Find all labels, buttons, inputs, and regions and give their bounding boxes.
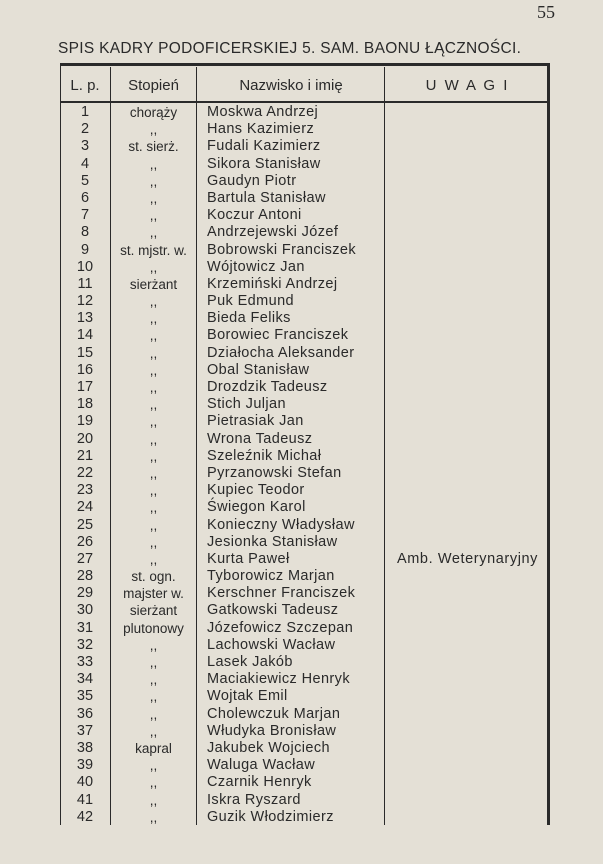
table-row [60, 637, 550, 654]
row-rank: ,, [149, 431, 158, 447]
table-row [60, 156, 550, 173]
row-lp: 30 [76, 602, 94, 619]
row-rank: ,, [149, 792, 158, 808]
row-lp: 33 [76, 654, 94, 670]
table-row [60, 792, 550, 809]
table-row [60, 190, 550, 207]
row-lp: 39 [76, 757, 94, 774]
row-name: Lasek Jakób [207, 654, 293, 670]
row-rank: ,, [149, 483, 158, 499]
row-name: Pyrzanowski Stefan [207, 464, 342, 481]
row-lp: 19 [76, 413, 94, 430]
row-lp: 18 [76, 396, 94, 413]
row-rank: ,, [149, 551, 158, 567]
row-rank: ,, [149, 414, 158, 430]
row-name: Andrzejewski Józef [207, 224, 339, 241]
table-row [60, 499, 550, 516]
row-name: Cholewczuk Marjan [207, 705, 341, 722]
row-lp: 7 [80, 207, 90, 224]
table-row [60, 585, 550, 602]
row-name: Czarnik Henryk [207, 774, 312, 791]
table-row [60, 517, 550, 534]
row-name: Iskra Ryszard [207, 791, 301, 808]
row-rank: ,, [149, 500, 158, 516]
row-name: Tyborowicz Marjan [207, 568, 335, 585]
row-lp: 20 [76, 430, 94, 447]
row-notes: Amb. Weterynaryjny [396, 550, 539, 567]
table-row [60, 173, 550, 190]
row-name: Jesionka Stanisław [207, 533, 338, 550]
table-row [60, 310, 550, 327]
row-lp: 26 [76, 533, 94, 550]
row-lp: 23 [76, 482, 94, 499]
row-lp: 28 [76, 568, 94, 585]
row-name: Fudali Kazimierz [207, 138, 321, 155]
table-row [60, 774, 550, 791]
row-rank: ,, [149, 517, 158, 533]
row-name: Guzik Włodzimierz [207, 808, 334, 825]
row-rank: ,, [149, 345, 158, 361]
row-rank: st. mjstr. w. [120, 242, 187, 258]
row-rank: ,, [149, 225, 158, 241]
row-lp: 24 [76, 499, 94, 516]
row-name: Wójtowicz Jan [207, 258, 305, 275]
row-name: Lachowski Wacław [207, 636, 336, 653]
row-rank: ,, [149, 672, 158, 688]
table-row [60, 379, 550, 396]
table-body [60, 104, 550, 826]
row-name: Pietrasiak Jan [207, 413, 304, 430]
row-rank: ,, [149, 465, 158, 481]
row-rank: st. ogn. [131, 569, 176, 585]
table-header [60, 67, 550, 103]
table-row [60, 602, 550, 619]
row-lp: 37 [76, 722, 94, 739]
table-row [60, 207, 550, 224]
table-row [60, 276, 550, 293]
row-lp: 36 [76, 705, 94, 722]
document-title: SPIS KADRY PODOFICERSKIEJ 5. SAM. BAONU ŁĄCZNOŚCI. [58, 40, 522, 57]
row-name: Kurta Paweł [207, 550, 290, 567]
table-row [60, 706, 550, 723]
table-row [60, 809, 550, 826]
row-lp: 27 [76, 550, 94, 567]
row-name: Bieda Feliks [207, 310, 291, 327]
table-row [60, 362, 550, 379]
row-name: Drozdzik Tadeusz [207, 379, 328, 395]
table-row [60, 740, 550, 757]
table-row [60, 448, 550, 465]
table-row [60, 396, 550, 413]
row-lp: 29 [76, 585, 94, 602]
row-lp: 21 [76, 447, 94, 464]
row-rank: ,, [149, 758, 158, 774]
row-name: Józefowicz Szczepan [207, 619, 354, 636]
table-row [60, 620, 550, 637]
header-name: Nazwisko i imię [239, 77, 343, 94]
row-rank: ,, [149, 723, 158, 739]
row-name: Kupiec Teodor [207, 482, 305, 499]
row-lp: 10 [76, 258, 94, 275]
table-row [60, 688, 550, 705]
row-lp: 40 [76, 774, 94, 791]
table-row [60, 104, 550, 121]
table-row [60, 138, 550, 155]
row-lp: 4 [80, 155, 90, 172]
row-name: Obal Stanisław [207, 361, 310, 378]
row-name: Bartula Stanisław [207, 189, 326, 206]
row-rank: ,, [149, 122, 158, 138]
row-name: Koczur Antoni [207, 207, 302, 224]
table-row [60, 757, 550, 774]
row-name: Włudyka Bronisław [207, 722, 337, 739]
row-lp: 8 [80, 224, 90, 241]
table-row [60, 723, 550, 740]
table-row [60, 654, 550, 671]
row-rank: sierżant [129, 276, 178, 292]
table-row [60, 224, 550, 241]
row-rank: ,, [149, 190, 158, 206]
row-rank: ,, [149, 294, 158, 310]
row-rank: ,, [149, 689, 158, 705]
row-name: Jakubek Wojciech [207, 739, 330, 756]
table-row [60, 413, 550, 430]
table-row [60, 345, 550, 362]
row-lp: 35 [76, 688, 94, 705]
row-name: Działocha Aleksander [207, 344, 355, 361]
row-rank: plutonowy [123, 620, 184, 636]
row-lp: 13 [76, 310, 94, 327]
row-rank: ,, [149, 173, 158, 189]
row-rank: st. sierż. [128, 139, 179, 155]
row-name: Borowiec Franciszek [207, 327, 349, 344]
row-name: Waluga Wacław [207, 757, 316, 774]
row-lp: 12 [76, 293, 94, 310]
row-name: Kerschner Franciszek [207, 585, 356, 602]
row-name: Wojtak Emil [207, 688, 288, 705]
row-rank: ,, [149, 534, 158, 550]
table-row [60, 242, 550, 259]
row-lp: 25 [76, 516, 94, 533]
page-number: 55 [537, 2, 555, 22]
row-lp: 42 [76, 808, 94, 825]
row-rank: ,, [149, 775, 158, 791]
row-name: Wrona Tadeusz [207, 430, 313, 447]
row-name: Szeleźnik Michał [207, 447, 322, 464]
row-name: Puk Edmund [207, 293, 295, 310]
row-lp: 2 [80, 121, 90, 138]
row-lp: 1 [80, 104, 90, 120]
table-row [60, 431, 550, 448]
table-row [60, 293, 550, 310]
table-row [60, 482, 550, 499]
table-row [60, 259, 550, 276]
table-row [60, 551, 550, 568]
row-name: Hans Kazimierz [207, 121, 315, 138]
row-lp: 31 [76, 619, 94, 636]
row-lp: 32 [76, 636, 94, 653]
row-name: Świegon Karol [207, 499, 306, 516]
table-row [60, 568, 550, 585]
row-rank: sierżant [129, 603, 178, 619]
row-name: Konieczny Władysław [207, 516, 355, 533]
table-row [60, 534, 550, 551]
row-rank: ,, [149, 637, 158, 653]
row-rank: ,, [149, 328, 158, 344]
row-rank: ,, [149, 259, 158, 275]
row-name: Stich Juljan [207, 396, 286, 413]
row-rank: kapral [135, 740, 172, 756]
row-rank: ,, [149, 156, 158, 172]
row-rank: ,, [149, 380, 158, 395]
row-lp: 6 [80, 189, 90, 206]
row-name: Sikora Stanisław [207, 155, 321, 172]
row-lp: 17 [76, 379, 94, 395]
table-row [60, 671, 550, 688]
row-rank: ,, [149, 362, 158, 378]
row-rank: ,, [149, 655, 158, 670]
row-lp: 38 [76, 739, 94, 756]
row-rank: ,, [149, 448, 158, 464]
row-lp: 9 [80, 241, 90, 258]
header-rank: Stopień [128, 77, 179, 94]
row-name: Moskwa Andrzej [207, 104, 319, 120]
header-lp: L. p. [70, 77, 100, 94]
row-lp: 34 [76, 671, 94, 688]
row-lp: 15 [76, 344, 94, 361]
row-lp: 22 [76, 464, 94, 481]
row-rank: ,, [149, 208, 158, 224]
row-lp: 11 [77, 275, 93, 292]
row-lp: 16 [76, 361, 94, 378]
table-row [60, 121, 550, 138]
row-name: Krzemiński Andrzej [207, 275, 338, 292]
row-rank: chorąży [129, 105, 178, 120]
row-lp: 5 [80, 172, 90, 189]
row-rank: ,, [149, 706, 158, 722]
row-rank: majster w. [123, 586, 184, 602]
row-lp: 41 [76, 791, 94, 808]
row-rank: ,, [149, 809, 158, 825]
row-name: Gaudyn Piotr [207, 172, 297, 189]
row-lp: 3 [80, 138, 90, 155]
table-row [60, 327, 550, 344]
row-rank: ,, [149, 397, 158, 413]
row-lp: 14 [76, 327, 94, 344]
header-notes: U W A G I [425, 77, 510, 94]
row-name: Maciakiewicz Henryk [207, 671, 350, 688]
table-row [60, 465, 550, 482]
row-rank: ,, [149, 311, 158, 327]
row-name: Gatkowski Tadeusz [207, 602, 339, 619]
row-name: Bobrowski Franciszek [207, 241, 357, 258]
